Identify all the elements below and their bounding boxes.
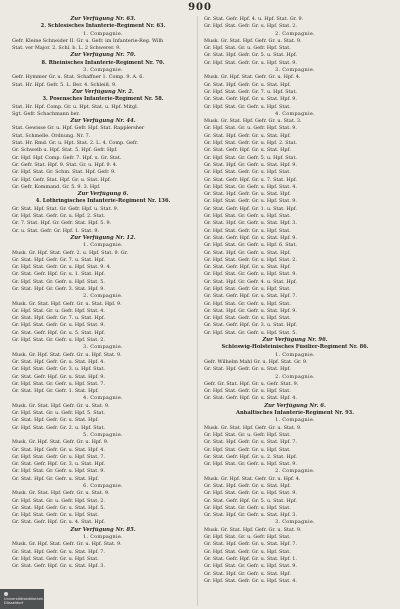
text-line: Gr. Stat. Gefr. Hpf. Gr. 3. u. Stat. Hpf. — [12, 461, 105, 468]
text-line: Gr. Hpf. Stat. Gefr. Gr. u. Hpf. Stat. — [12, 555, 99, 562]
text-line: Gr. Hpf. Stat. Gr. u. Gefr. Hpf. 5. Stat. — [12, 410, 105, 417]
text-line: Musk. Gr. Stat. Hpf. Gefr. Gr. u. Stat. 9. — [204, 424, 302, 431]
regiment-heading: 2. Schlesisches Infanterie-Regiment Nr. 63. — [40, 23, 166, 30]
regiment-heading: 3. Posensches Infanterie-Regiment Nr. 58. — [42, 96, 164, 103]
text-line: Gr. Hpf. Stat. Gefr. Gr. u. Hpf. Stat. 9. — [204, 198, 297, 205]
text-line: Musk. Gr. Stat. Hpf. Gefr. Gr. u. Stat. 9. — [12, 490, 110, 497]
section-heading: Zur Verfügung Nr. 85. — [70, 526, 136, 533]
text-line: Gr. Hpf. Stat. Gr. Gefr. u. Hpf. Stat. 9. — [204, 563, 297, 570]
text-line: Musk. Gr. Stat. Hpf. Gefr. Gr. u. Stat. 9. — [204, 526, 302, 533]
text-line: Gr. Stat. Hpf. Gr. Gefr. u. Stat. Hpf. 9. — [204, 161, 297, 168]
text-line: Gr. Stat. Hpf. Gr. Gefr. u. Stat. Hpf. — [12, 475, 99, 482]
text-line: Gr. Hpf. Stat. Gr. Gefr. u. Hpf. Stat. 9. — [204, 271, 297, 278]
regiment-heading: Anhaltisches Infanterie-Regiment Nr. 93. — [236, 410, 354, 417]
company-heading: 2. Compagnie. — [83, 293, 123, 300]
text-line: Gr. Hpf. Stat. Gr. Gefr. u. Hpf. Stat. 5. — [12, 278, 105, 285]
company-heading: 3. Compagnie. — [275, 67, 315, 74]
left-column — [10, 16, 196, 571]
text-line: Gr. Hpf. Stat. Gr. Gefr. 5. u. Hpf. Stat. — [204, 154, 297, 161]
text-line: Gr. Stat. Hpf. Gr. Gefr. 4. u. Stat. Hpf. — [204, 278, 297, 285]
text-line: Gr. Hpf. Stat. Gr. Gefr. u. Hpf. Stat. — [204, 300, 291, 307]
text-line: Gr. Hpf. Stat. Gefr. Gr. u. Hpf. Stat. — [204, 285, 291, 292]
text-line: Gr. u. Stat. Gefr. Gr. Hpf. 1. Stat. 9. — [12, 227, 100, 234]
text-line: Gr. Gefr. Stat. Hpf. 9. Stat. Gr. u. Hpf. 9. 4. — [12, 161, 118, 168]
section-heading: Zur Verfügung 6. — [77, 191, 129, 198]
company-heading: 3. Compagnie. — [275, 519, 315, 526]
text-line: Gr. Stat. Hpf. Gr. Gefr. u. Stat. Hpf. — [204, 249, 291, 256]
text-line: Gr. Stat. Hpf. Gefr. Gr. 7. u. Stat. Hpf. — [12, 315, 105, 322]
text-line: Gr. Hpf. Stat. Gefr. Gr. u. Hpf. Stat. — [204, 227, 291, 234]
section-heading: Zur Verfügung Nr. 6. — [264, 402, 326, 409]
company-heading: 3. Compagnie. — [83, 67, 123, 74]
text-line: Gr. Stat. Hpf. Gefr. Gr. 7. u. Stat. Hpf. — [12, 256, 105, 263]
text-line: Gr. Stat. Hpf. Gefr. Gr. 5. u. Stat. Hpf. — [204, 52, 297, 59]
text-line: Gr. Stat. Gefr. Hpf. Gr. u. Stat. Hpf. 7. — [204, 293, 297, 300]
text-line: Musk. Gr. Hpf. Stat. Gefr. Gr. u. Hpf. 9. — [12, 439, 109, 446]
text-line: Stat. Hr. Hpf. Comp. Gr. u. Hpt. Stat. u. Hpf. Mitgl. — [12, 103, 139, 110]
text-line: Musk. Gr. Stat. Hpf. Gefr. Gr. u. Stat. 9. — [12, 402, 110, 409]
company-heading: 4. Compagnie. — [83, 395, 123, 402]
text-line: Gr. Hpf. Stat. Gr. Gefr. u. Hpf. Stat. 2. — [12, 337, 105, 344]
badge-line-1: Universitätsbibliothek — [4, 596, 44, 601]
text-line: Gr. Stat. Hpf. Gefr. Gr. u. Stat. Hpf. 7. — [12, 548, 105, 555]
text-line: Gr. Stat. Hpf. Gefr. Gr. u. Stat. Hpf. — [204, 366, 291, 373]
text-line: Gr. Hpf. Stat. Gefr. Gr. u. Hpf. Stat. 9. — [204, 59, 297, 66]
company-heading: 1. Compagnie. — [275, 417, 315, 424]
text-line: Gr. Hpf. Stat. Gefr. Gr. u. Hpf. Stat. 9. — [12, 322, 105, 329]
text-line: Gr. Stat. Gefr. Hpf. Gr. u. Stat. Hpf. 9. — [204, 234, 297, 241]
text-line: Musk. Gr. Stat. Hpf. Gefr. Gr. u. Stat. Hpf. 9. — [12, 300, 122, 307]
text-line: Gr. Stat. Gefr. Hpf. Gr. u. 2. Stat. Hpf. — [204, 453, 297, 460]
company-heading: 1. Compagnie. — [83, 30, 123, 37]
text-line: Gr. Hpf. Stat. Gr. u. Gefr. Hpf. Stat. 9. — [204, 125, 297, 132]
text-line: Gr. Stat. Hpf. Gr. Gefr. u. Stat. Hpf. 3. — [204, 220, 297, 227]
text-line: Musk. Gr. Hpf. Stat. Gefr. Gr. u. Hpf. 4. — [204, 475, 301, 482]
text-line: Gr. Stat. Gefr. Hpf. Gr. u. 1. Stat. Hpf. — [12, 271, 105, 278]
text-line: Gr. Gefr. Kommand. Gr. 5. 9. 3. Hpf. — [12, 183, 101, 190]
text-line: Gr. Hpf. Stat. Gefr. Gr. u. Hpf. Stat. — [204, 315, 291, 322]
text-line: Gr. Hpf. Stat. Gefr. Gr. u. Hpf. Stat. — [204, 446, 291, 453]
right-column — [202, 16, 388, 585]
company-heading: 2. Compagnie. — [275, 468, 315, 475]
text-line: Stat. Gewisse Gr. u. Hpf. Gefr. Hpf. Stat. Rapplersher — [12, 125, 145, 132]
section-heading: Zur Verfügung Nr. 44. — [70, 118, 136, 125]
text-line: Gr. Hpf. Stat. Gr. Gefr. u. Hpf. Stat. 9. — [12, 468, 105, 475]
section-heading: Zur Verfügung Nr. 2. — [72, 88, 134, 95]
company-heading: 2. Compagnie. — [275, 373, 315, 380]
company-heading: 1. Compagnie. — [275, 351, 315, 358]
text-line: Gr. Hpf. Stat. Gefr. Gr. 3. u. Hpf. Stat. — [12, 366, 105, 373]
regiment-heading: 4. Lothringisches Infanterie-Regiment Nr. 136. — [35, 198, 171, 205]
text-line: Gr. Stat. Gefr. Hpf. Gr. u. 7. Stat. Hpf. — [204, 176, 297, 183]
text-line: Gr. Hpf. Stat. Gr. Gefr. u. Hpf. Stat. — [204, 213, 291, 220]
text-line: Gr. Hpf. Stat. Gefr. Gr. u. Hpf. Stat. — [12, 512, 99, 519]
section-heading: Zur Verfügung Nr. 70. — [70, 52, 136, 59]
text-line: Gr. Stat. Gefr. Hpf. Gr. u. Stat. Hpf. 4. — [204, 395, 297, 402]
text-line: Musk. Gr. Stat. Hpf. Gefr. Gr. u. Stat. 3. — [204, 118, 302, 125]
text-line: Gefr. Kleine Schneider II. Gr. u. Gefr. im Infanterie-Reg. Wilh — [12, 37, 164, 44]
company-heading: 2. Compagnie. — [275, 30, 315, 37]
text-line: Gr. Hpf. Stat. Gefr. Gr. 7. u. Hpf. Stat. — [204, 88, 297, 95]
text-line: Gr. Stat. Hpf. Gefr. Gr. u. Stat. Hpf. — [204, 191, 291, 198]
text-line: Gr. Hpf. Stat. Gefr. Gr. u. Hpf. Stat. 7. — [12, 453, 105, 460]
text-line: Gr. Hpf. Stat. Gr. u. Gefr. Hpf. Stat. — [204, 45, 291, 52]
text-line: Gr. Stat. Gefr. Hpf. 4. u. Hpf. Stat. Gr. 9. — [204, 16, 304, 22]
text-line: Gr. Stat. Hpf. Gefr. Gr. u. Stat. Hpf. — [204, 483, 291, 489]
text-line: Gr. Hpf. Stat. Gr. Gefr. u. Hpf. Stat. 7. — [12, 380, 105, 387]
text-line: Gr. Stat. Hpf. Gefr. Gr. u. Stat. Hpf. 5. — [12, 504, 105, 511]
text-line: Gr. Hpf. Stat. Gefr. Gr. u. Hpf. 2. Stat. — [12, 213, 105, 220]
company-heading: 1. Compagnie. — [83, 242, 123, 249]
text-line: Gr. Stat. Hpf. Gefr. Gr. u. Stat. Hpf. 7. — [204, 541, 297, 548]
text-line: Gr. Hpf. Stat. Gefr. Gr. u. Hpf. Stat. — [204, 548, 291, 555]
text-line: Stat. Schmelle. Ordnung. Nr. 7. — [12, 132, 91, 139]
library-badge[interactable] — [0, 589, 44, 609]
library-logo-icon — [4, 592, 8, 596]
text-line: Gr. Hpf. Stat. Gr. u. Gefr. Hpf. Stat. 4. — [12, 307, 105, 314]
text-line: Gr. Hpf. Stat. Gefr. Gr. u. Hpf. 2. Stat. — [204, 140, 297, 147]
section-heading: Zur Verfügung Nr. 12. — [70, 234, 136, 241]
text-line: Sgt. Gefr. Schachmann ber. — [12, 110, 80, 117]
text-line: Gefr. Gr. Stat. Hpf. Gr. u. Gefr. Stat. 9. — [204, 380, 299, 387]
text-line: Gr. Stat. Gefr. Hpf. Gr. u. Stat. Hpf. — [204, 147, 291, 154]
text-line: Gr. Hpf. Stat. Gr. u. Gefr. Hpf. Stat. — [204, 534, 291, 541]
text-line: Gr. Hpf. Stat. Gefr. Gr. u. Hpf. Stat. 4. — [204, 577, 297, 584]
regiment-heading: 8. Rheinisches Infanterie-Regiment Nr. 70. — [41, 59, 165, 66]
text-line: Gr. Hpf. Stat. Gr. Gefr. u. Hpf. Stat. 9. — [204, 461, 297, 468]
text-line: Gr. Stat. Gefr. Hpf. Gr. u. Stat. Hpf. 9. — [12, 373, 105, 380]
text-line: Gr. Stat. Gefr. Hpf. Gr. u. 5. Stat. Hpf. — [12, 329, 105, 336]
text-line: Gr. Hpf. Stat. Gefr. Gr. u. Hpf. Stat. 2. — [204, 23, 297, 30]
text-line: Gr. Stat. Gefr. Hpf. Gr. 1. u. Stat. Hpf. — [204, 205, 297, 212]
text-line: Stat. Hr. Hpf. Gefr. 5. L. Ber. 4. Schleiß. 9. — [12, 81, 117, 88]
text-line: Gr. Hpf. Stat. Gr. Gefr. u. Hpf. Stat. 4. — [204, 183, 297, 190]
text-line: Gr. 7. Stat. Hpf. Gr. Gefr. Stat. Hpf. 5. 9. — [12, 220, 112, 227]
text-line: Gr. Stat. Hpf. Gr. Gefr. u. Stat. Hpf. — [204, 570, 291, 577]
text-line: Gr. Stat. Hpf. Gr. Gefr. u. Stat. Hpf. 3. — [204, 512, 297, 519]
company-heading: 3. Compagnie. — [83, 344, 123, 351]
text-line: Stat. Hr. Rmd. Gr. u. Hpt. Stat. 2. L. 4. Comp. Gefr. — [12, 140, 139, 147]
text-line: Gr. Stat. Hpf. Gefr. Gr. u. Stat. Hpf. 4. — [12, 446, 105, 453]
text-line: Gr. Stat. Gefr. Hpf. Gr. u. Stat. Hpf. 9. — [204, 96, 297, 103]
text-line: Gr. Hpf. Stat. Gefr. Gr. u. Hpf. Stat. — [204, 388, 291, 395]
text-line: Gr. Hpf. Stat. Gefr. Gr. 2. u. Hpf. Stat. — [12, 424, 105, 431]
text-line: Gr. Stat. Gefr. Hpf. Gr. u. Stat. Hpf. 3. — [12, 563, 105, 570]
text-line: Gr. Stat. Hpf. Gefr. Gr. u. Stat. Hpf. — [12, 417, 99, 424]
company-heading: 5. Compagnie. — [83, 431, 123, 438]
text-line: Gr. Stat. Gefr. Hpf. Gr. u. Stat. Hpf. 1. — [204, 555, 297, 562]
badge-line-2: Düsseldorf — [4, 601, 24, 605]
text-line: Gr. Hpf. Stat. Gr. Gefr. u. Hpf. Stat. — [204, 504, 291, 511]
text-line: Gr. Stat. Gefr. Hpf. Gr. u. Stat. Hpf. — [204, 264, 291, 271]
text-line: Gr. Hpf. Stat. Gefr. Gr. u. Hpf. Stat. — [204, 169, 291, 176]
text-line: Gr. Hpf. Gefr. Stat. Hpf. Gr. u. Stat. Hpf. — [12, 176, 111, 183]
text-line: Gr. Stat. Hpf. Stat. Gr. Gefr. Hpf. u. Stat. 9. — [12, 205, 119, 212]
text-line: Gr. Stat. Hpf. Gr. Gefr. u. Stat. Hpf. 9. — [204, 307, 297, 314]
text-line: Gefr. Hymmer Gr. u. Stat. Schaffner 1. Comp. 9. A. 6. — [12, 74, 144, 81]
text-line: Gr. Stat. Hpf. Gefr. Gr. u. Stat. Hpf. 7. — [204, 439, 297, 446]
text-line: Musk. Gr. Hpf. Stat. Gefr. Gr. u. Hpf. Stat. 9. — [12, 351, 122, 358]
text-line: Gr. Stat. Gefr. Hpf. Gr. 5. u. Stat. Hpf. — [204, 497, 297, 504]
text-line: Gr. Hpf. Stat. Gr. Gefr. u. Hpf. 6. Stat. — [204, 242, 297, 249]
text-line: Gr. Hpf. Hpf. Comp. Gefr. 7. Hpf. u. Gr. Stat. — [12, 154, 122, 161]
text-line: Gr. Hpf. Stat. Gefr. Gr. u. Hpf. Stat. 9. 4. — [12, 264, 112, 271]
column-divider — [197, 16, 198, 606]
text-line: Gr. Schwelb u. Hpf. Stat. 5. Hpf. Gefr. Hpf. — [12, 147, 118, 154]
page-number: 900 — [188, 2, 212, 13]
text-line: Gr. Stat. Hpf. Gr. Gefr. 1. Stat. Hpf. — [12, 388, 99, 395]
text-line: Musk. Gr. Hpf. Stat. Gefr. Gr. u. Hpf. 4. — [204, 74, 301, 81]
company-heading: 1. Compagnie. — [83, 534, 123, 541]
text-line: Gr. Hpf. Stat. Gr. Schm. Stat. Hpf. Gefr. 9. — [12, 169, 116, 176]
text-line: Gr. Hpf. Stat. Gefr. Gr. u. Hpf. Stat. 9. — [204, 490, 297, 497]
text-line: Gr. Hpf. Stat. Gr. Gefr. u. Hpf. Stat. 5. — [204, 329, 297, 336]
text-line: Gr. Stat. Hpf. Gefr. Gr. u. Stat. Hpf. — [204, 81, 291, 88]
text-line: Gr. Stat. Hpf. Gr. Gefr. 3. Stat. Hpf. 9. — [12, 285, 105, 292]
company-heading: 6. Compagnie. — [83, 483, 123, 489]
text-line: Musk. Gr. Hpf. Stat. Gefr. 2. u. Hpf. Stat. 9. Gr. — [12, 249, 128, 256]
text-line: Gr. Stat. Gefr. Hpf. Gr. u. 4. Stat. Hpf. — [12, 519, 105, 526]
text-line: Gr. Stat. Hpf. Gefr. Gr. u. Stat. Hpf. — [204, 132, 291, 139]
text-line: Gr. Stat. Hpf. Gefr. Gr. u. Stat. Hpf. 4. — [12, 358, 105, 365]
text-line: Gefr. Wilhelm Mahl Gr. u. Hpf. Stat. Gr. 9. — [204, 358, 308, 365]
text-line: Gr. Stat. Gefr. Hpf. Gr. 3. u. Stat. Hpf. — [204, 322, 297, 329]
section-heading: Zur Verfügung Nr. 63. — [70, 16, 136, 22]
section-heading: Zur Verfügung Nr. 96. — [262, 337, 328, 344]
company-heading: 4. Compagnie. — [275, 110, 315, 117]
text-line: Stat. ver Major. 2. Schl. b. L. 2 Schwerer. 9. — [12, 45, 121, 52]
text-line: Musk. Gr. Hpf. Stat. Gefr. Gr. u. Hpf. Stat. 9. — [12, 541, 122, 548]
text-line: Gr. Hpf. Stat. Gr. u. Gefr. Hpf. Stat. 2. — [12, 497, 105, 504]
regiment-heading: Schleswig-Holsteinisches Füsilier-Regiment Nr. 86. — [221, 344, 369, 351]
text-line: Gr. Hpf. Stat. Gr. Gefr. u. Hpf. Stat. — [204, 103, 291, 110]
text-line: Musk. Gr. Stat. Hpf. Gefr. Gr. u. Stat. 9. — [204, 37, 302, 44]
text-line: Gr. Hpf. Stat. Gefr. Gr. u. Hpf. Stat. 2. — [204, 256, 297, 263]
text-line: Gr. Hpf. Stat. Gr. u. Gefr. Hpf. Stat. — [204, 431, 291, 438]
